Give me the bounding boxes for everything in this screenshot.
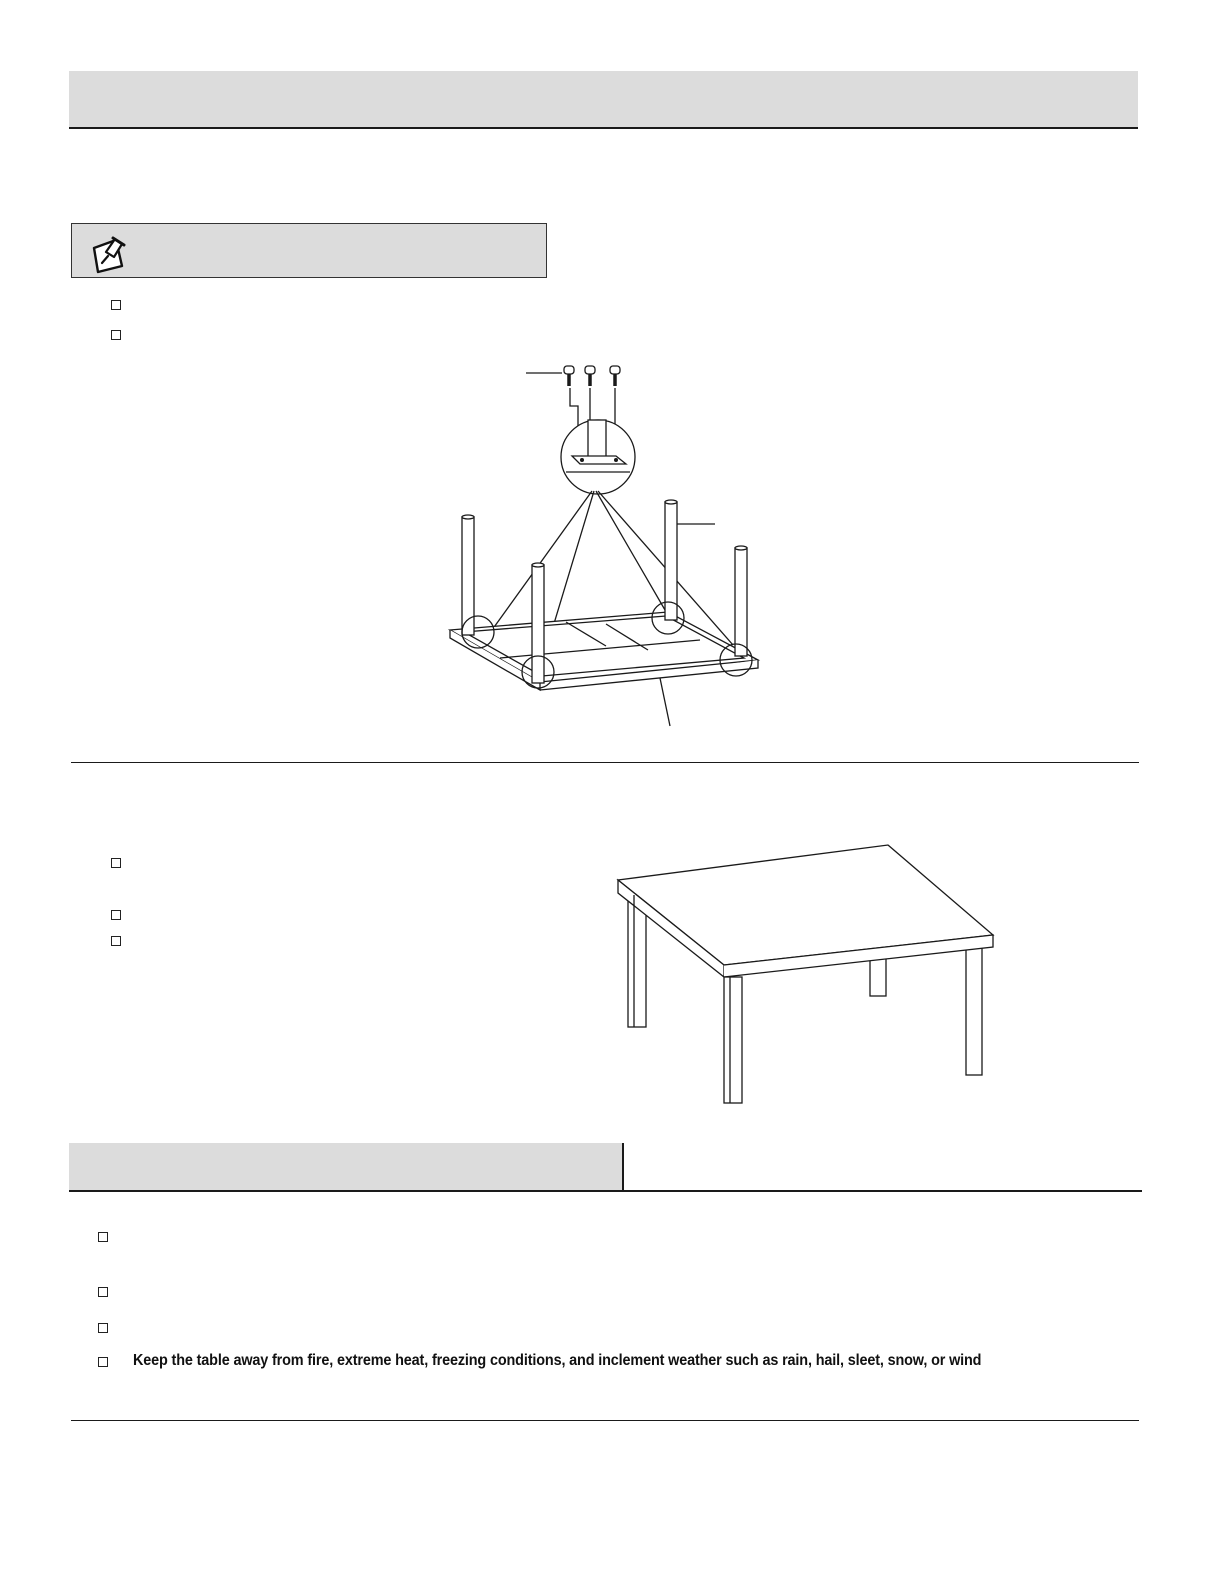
leg-attachment-diagram [440, 360, 800, 730]
care-section-header [69, 1143, 622, 1190]
care-header-rule [69, 1190, 1142, 1192]
page-header-bar [69, 71, 1138, 129]
bullet-checkbox-icon [111, 936, 121, 946]
bullet-checkbox-icon [98, 1357, 108, 1367]
bullet-checkbox-icon [111, 910, 121, 920]
bullet-checkbox-icon [98, 1287, 108, 1297]
bullet-checkbox-icon [111, 858, 121, 868]
bullet-checkbox-icon [111, 300, 121, 310]
care-instruction-weather: Keep the table away from fire, extreme heat, freezing conditions, and inclement weather such as rain, hail, sleet, snow, or wind [133, 1352, 982, 1369]
page-bottom-rule [71, 1420, 1139, 1421]
section-divider [71, 762, 1139, 763]
bullet-checkbox-icon [98, 1232, 108, 1242]
care-header-divider [622, 1143, 624, 1190]
note-box [71, 223, 547, 278]
bullet-checkbox-icon [98, 1323, 108, 1333]
assembled-table-diagram [600, 835, 1020, 1115]
bolt-icon [564, 366, 620, 386]
bullet-checkbox-icon [111, 330, 121, 340]
pushpin-note-icon [86, 230, 130, 279]
